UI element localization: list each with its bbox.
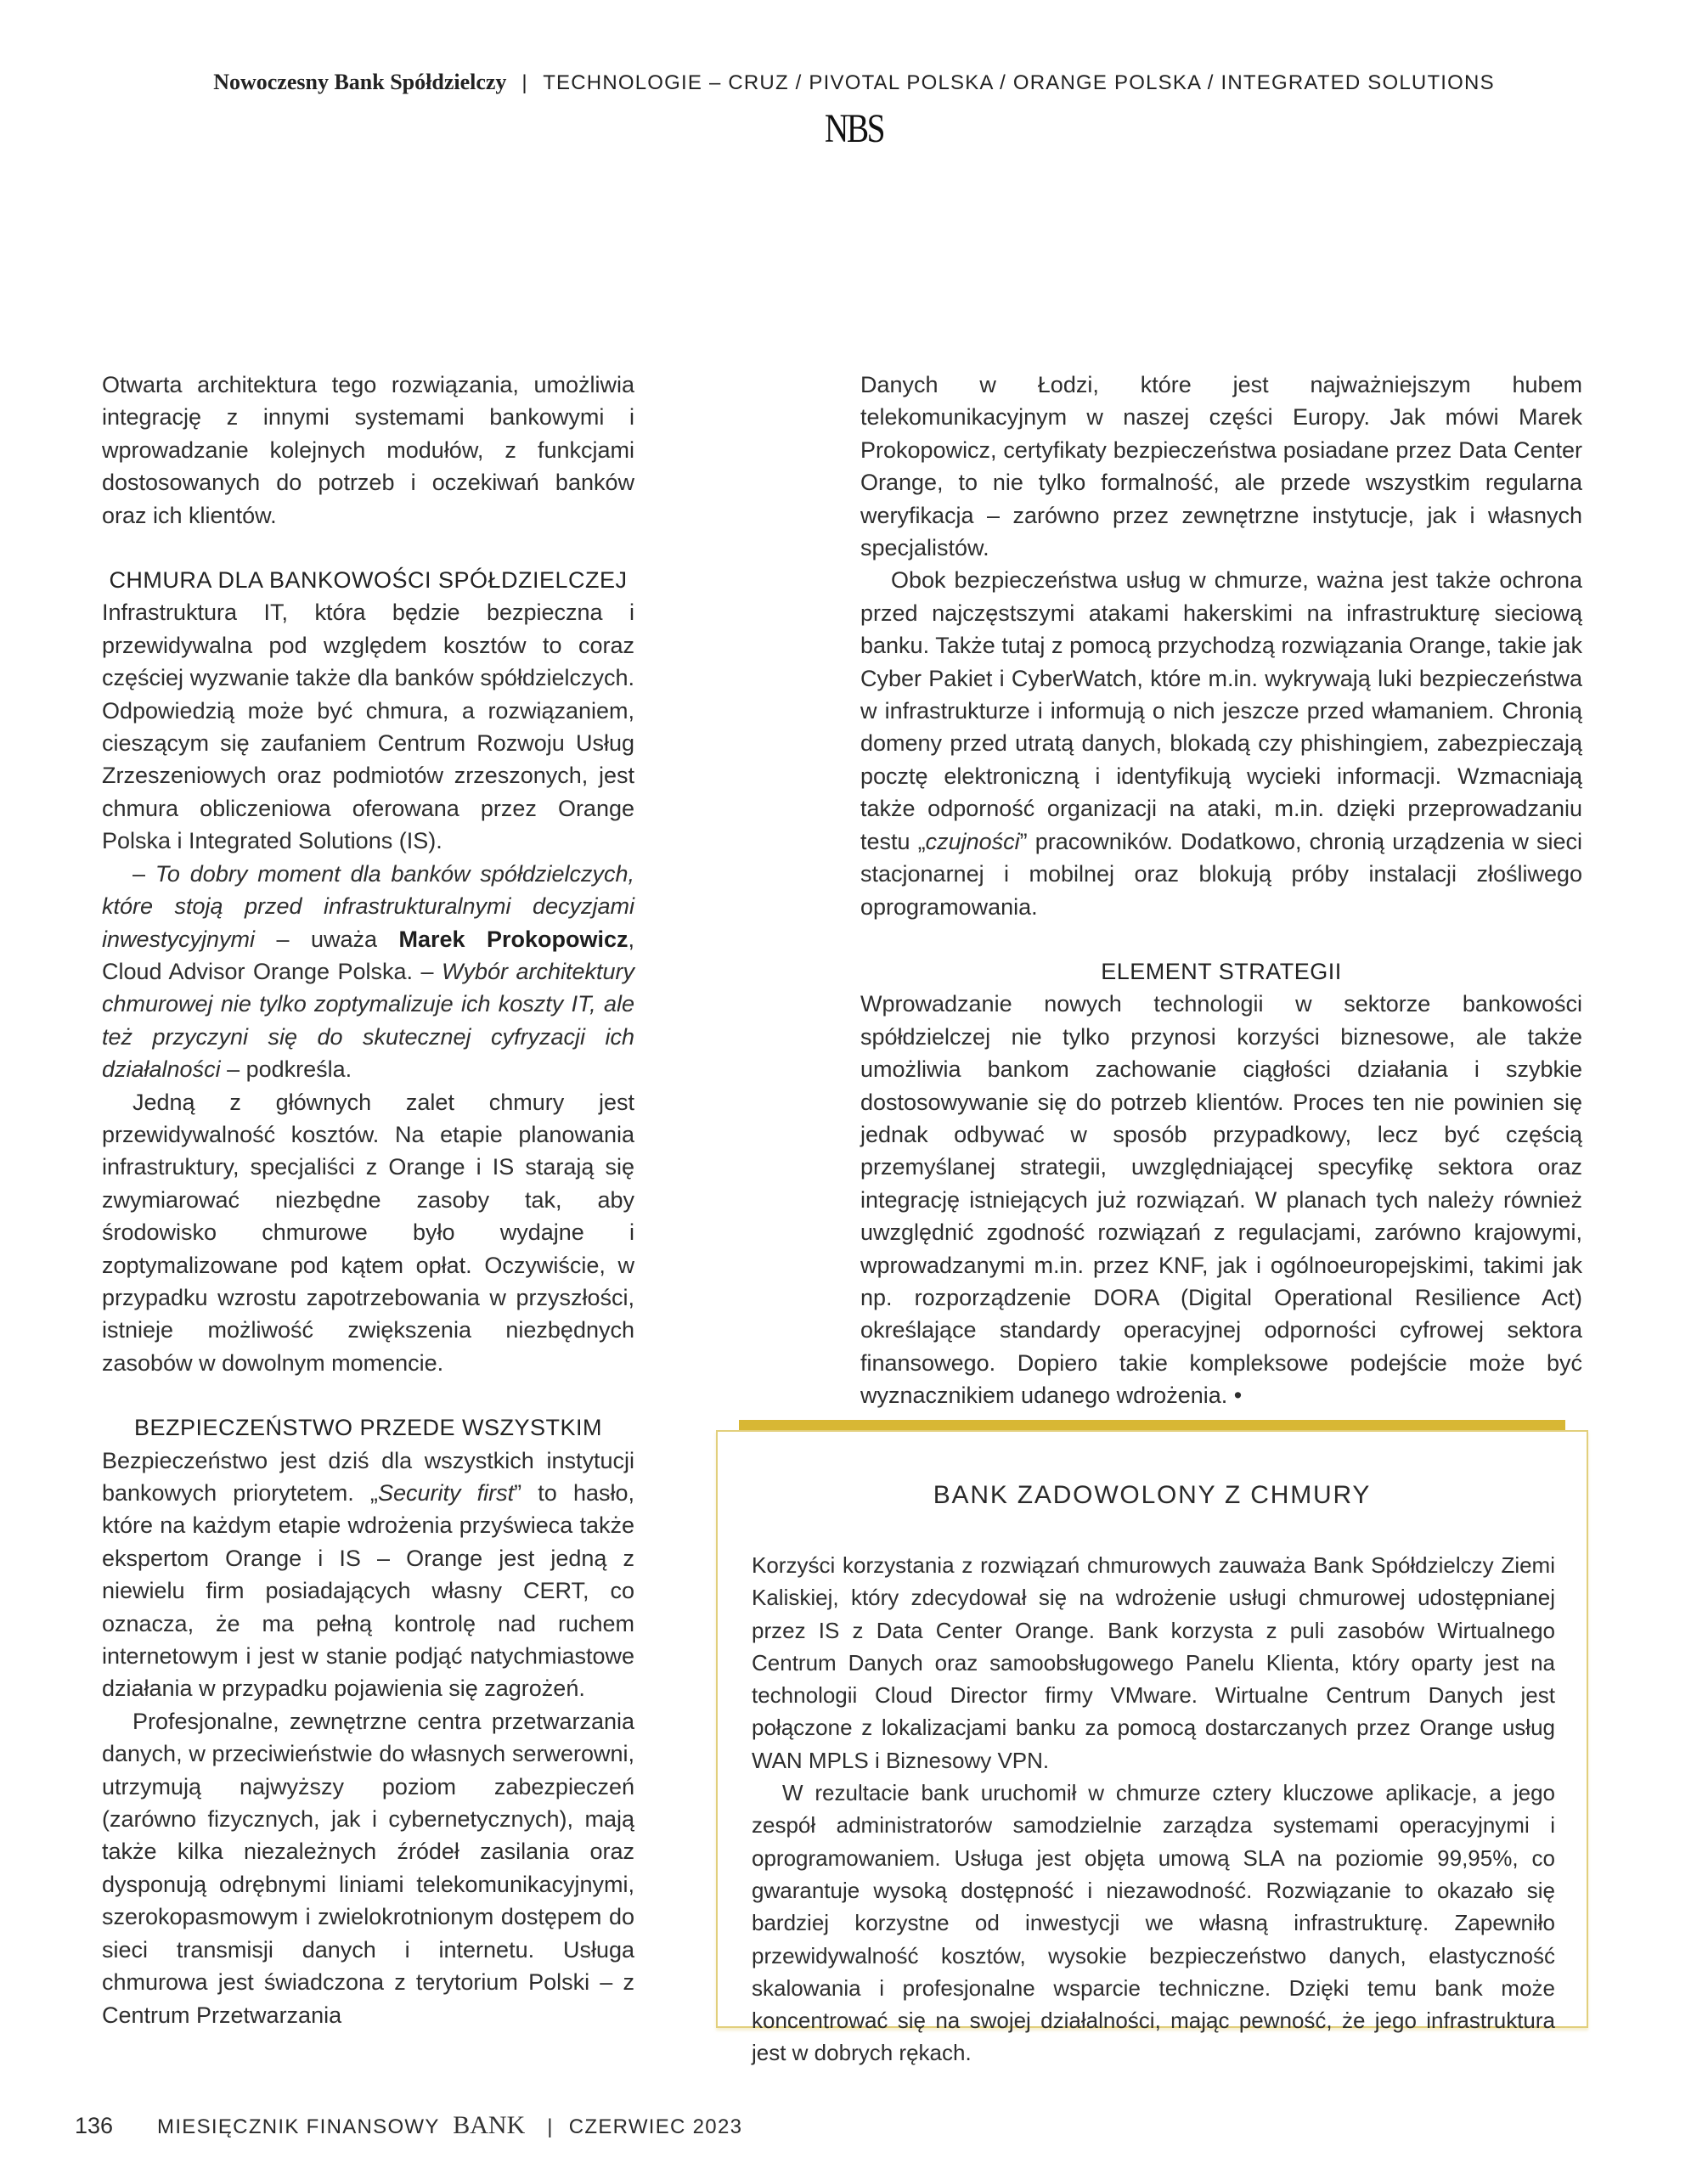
issue-date: CZERWIEC 2023 [568,2115,743,2138]
text-run: ” to hasło, które na każdym etapie wdrożenia przyświeca także ekspertom Orange i IS – Orange jest jedną z niewielu firm posiadających własny CERT, co oznacza, że ma pełną kontrolę nad ruchem internetowym i jest w stanie podjąć natychmiastowe działania w przypadku pojawienia się zagrożeń. [102,1480,634,1702]
section-heading-cloud: CHMURA DLA BANKOWOŚCI SPÓŁDZIELCZEJ [109,567,628,594]
text-run: Obok bezpieczeństwa usług w chmurze, ważna jest także ochrona przed najczęstszymi atakami hakerskimi na infrastrukturę sieciową banku. Także tutaj z pomocą przychodzą rozwiązania Orange, takie jak Cyber Pakiet i CyberWatch, które m.in. wykrywają luki bezpieczeństwa w infrastrukturze i informują o nich jeszcze przed włamaniem. Chronią domeny przed utratą danych, blokadą czy phishingiem, zabezpieczają pocztę elektroniczną i identyfikują wycieki informacji. Wzmacniają także odporność organizacji na ataki, m.in. dzięki przeprowadzaniu testu „ [860,567,1582,854]
quote-dash: – [132,860,155,887]
quote-end: – podkreśla. [220,1056,352,1083]
emphasis-security-first: Security first [377,1480,515,1506]
quote-speaker-name: Marek Prokopowicz [398,926,629,952]
nbs-logo: NBS [824,106,884,151]
spacer [102,1379,634,1411]
spacer [102,532,634,564]
magazine-name: MIESIĘCZNIK FINANSOWY [157,2115,440,2138]
left-column [102,369,634,2031]
box-accent-bar [739,1420,1565,1430]
paragraph-strategy: Wprowadzanie nowych technologii w sektorze bankowości spółdzielczej nie tylko przynosi korzyści biznesowe, ale także umożliwia bankom zachowanie ciągłości działania i szybkie dostosowywanie się do potrzeb klientów. Proces ten nie powinien się jednak odbywać w sposób przypadkowy, lecz być częścią przemyślanej strategii, uwzględniającej specyfikę sektora oraz integrację istniejących już rozwiązań. W planach tych należy również uwzględnić zgodność rozwiązań z regulacjami, zarówno krajowymi, wprowadzanymi m.in. przez KNF, jak i ogólnoeuropejskimi, takimi jak np. rozporządzenie DORA (Digital Operational Resilience Act) określające standardy operacyjnej odporności cyfrowej sektora finansowego. Dopiero takie kompleksowe podejście może być wyznacznikiem udanego wdrożenia. • [860,991,1582,1409]
intro-paragraph: Otwarta architektura tego rozwiązania, umożliwia integrację z innymi systemami bankowymi i wprowadzanie kolejnych modułów, z funkcjami dostosowanych do potrzeb i oczekiwań banków oraz ich klientów. [102,372,634,528]
running-header [0,70,1708,95]
section-heading-security: BEZPIECZEŃSTWO PRZEDE WSZYSTKIM [133,1415,603,1441]
paragraph-cyber [860,564,1582,922]
paragraph-lodz: Danych w Łodzi, które jest najważniejszym hubem telekomunikacyjnym w naszej części Europy. Jak mówi Marek Prokopowicz, certyfikaty bezpieczeństwa posiadane przez Data Center Orange, to nie tylko formalność, ale przede wszystkim regularna weryfikacja – zarówno przez zewnętrzne instytucje, jak i własnych specjalistów. [860,372,1582,561]
emphasis-vigilance: czujności [925,828,1020,854]
sidebar-box [716,1430,1588,2066]
paragraph-costs: Jedną z głównych zalet chmury jest przewidywalność kosztów. Na etapie planowania infrastruktury, specjaliści z Orange i IS starają się zwymiarować niezbędne zasoby tak, aby środowisko chmurowe było wydajne i zoptymalizowane pod kątem opłat. Oczywiście, w przypadku wzrostu zapotrzebowania w przyszłości, istnieje możliwość zwiększenia niezbędnych zasobów w dowolnym momencie. [102,1089,634,1376]
quote-part-2: Wybór architektury chmurowej nie tylko zoptymalizuje ich koszty IT, ale też przyczyni się do skutecznej cyfryzacji ich działalności [102,958,634,1083]
header-separator: | [521,71,528,94]
page-number: 136 [75,2113,114,2138]
paragraph-security [102,1445,634,1705]
paragraph-cloud: Infrastruktura IT, która będzie bezpieczna i przewidywalna pod względem kosztów to coraz częściej wyzwanie także dla banków spółdzielczych. Odpowiedzią może być chmura, a rozwiązaniem, cieszącym się zaufaniem Centrum Rozwoju Usług Zrzeszeniowych oraz podmiotów zrzeszonych, jest chmura obliczeniowa oferowana przez Orange Polska i Integrated Solutions (IS). [102,600,634,854]
spacer [860,923,1582,955]
box-paragraph-2: W rezultacie bank uruchomił w chmurze cztery kluczowe aplikacje, a jego zespół administratorów samodzielnie zarządza systemami operacyjnymi i oprogramowaniem. Usługa jest objęta umową SLA na poziomie 99,95%, co gwarantuje wysoką dostępność i niezawodność. Rozwiązanie to okazało się bardziej korzystne od inwestycji we własną infrastrukturę. Zapewniło przewidywalność kosztów, wysokie bezpieczeństwo danych, elastyczność skalowania i profesjonalne wsparcie techniczne. Dzięki temu bank może koncentrować się na swojej działalności, mając pewność, że jego infrastruktura jest w dobrych rękach. [752,1780,1555,2066]
footer-separator: | [547,2115,554,2138]
quote-attribution: – uważa [255,926,399,952]
magazine-section: Nowoczesny Bank Spółdzielczy [213,70,507,94]
brand-logo: BANK [453,2111,526,2139]
quote-speaker-role: , Cloud Advisor Orange Polska. – [102,926,634,984]
paragraph-data-centers: Profesjonalne, zewnętrzne centra przetwarzania danych, w przeciwieństwie do własnych serwerowni, utrzymują najwyższy poziom zabezpieczeń (zarówno fizycznych, jak i cybernetycznych), mają także kilka niezależnych źródeł zasilania oraz dysponują odrębnymi liniami telekomunikacyjnymi, szerokopasmowym i zwielokrotnionym dostępem do sieci transmisji danych i internetu. Usługa chmurowa jest świadczona z terytorium Polski – z Centrum Przetwarzania [102,1708,634,2028]
box-body [752,1549,1555,2070]
box-title: BANK ZADOWOLONY Z CHMURY [933,1481,1372,1509]
section-heading-strategy: ELEMENT STRATEGII [1101,958,1342,984]
page-footer [75,2111,742,2140]
box-paragraph-1: Korzyści korzystania z rozwiązań chmurowych zauważa Bank Spółdzielczy Ziemi Kaliskiej, który zdecydował się na wdrożenie usługi chmurowej udostępnianej przez IS z Data Center Orange. Bank korzysta z puli zasobów Wirtualnego Centrum Danych oraz samoobsługowego Panelu Klienta, który oparty jest na technologii Cloud Director firmy VMware. Wirtualne Centrum Danych jest połączone z lokalizacjami banku za pomocą dostarczanych przez Orange usług WAN MPLS i Biznesowy VPN. [752,1552,1555,1773]
quote-paragraph [102,858,634,1086]
quote-part-1: To dobry moment dla banków spółdzielczych, które stoją przed infrastrukturalnymi decyzjami inwestycyjnymi [102,860,634,952]
text-run: ” pracowników. Dodatkowo, chronią urządzenia w sieci stacjonarnej i mobilnej oraz blokują próby instalacji złośliwego oprogramowania. [860,828,1583,920]
right-column [860,369,1582,1412]
text-run: Bezpieczeństwo jest dziś dla wszystkich instytucji bankowych priorytetem. „ [102,1447,634,1506]
article-topic: TECHNOLOGIE – CRUZ / PIVOTAL POLSKA / ORANGE POLSKA / INTEGRATED SOLUTIONS [543,71,1495,94]
